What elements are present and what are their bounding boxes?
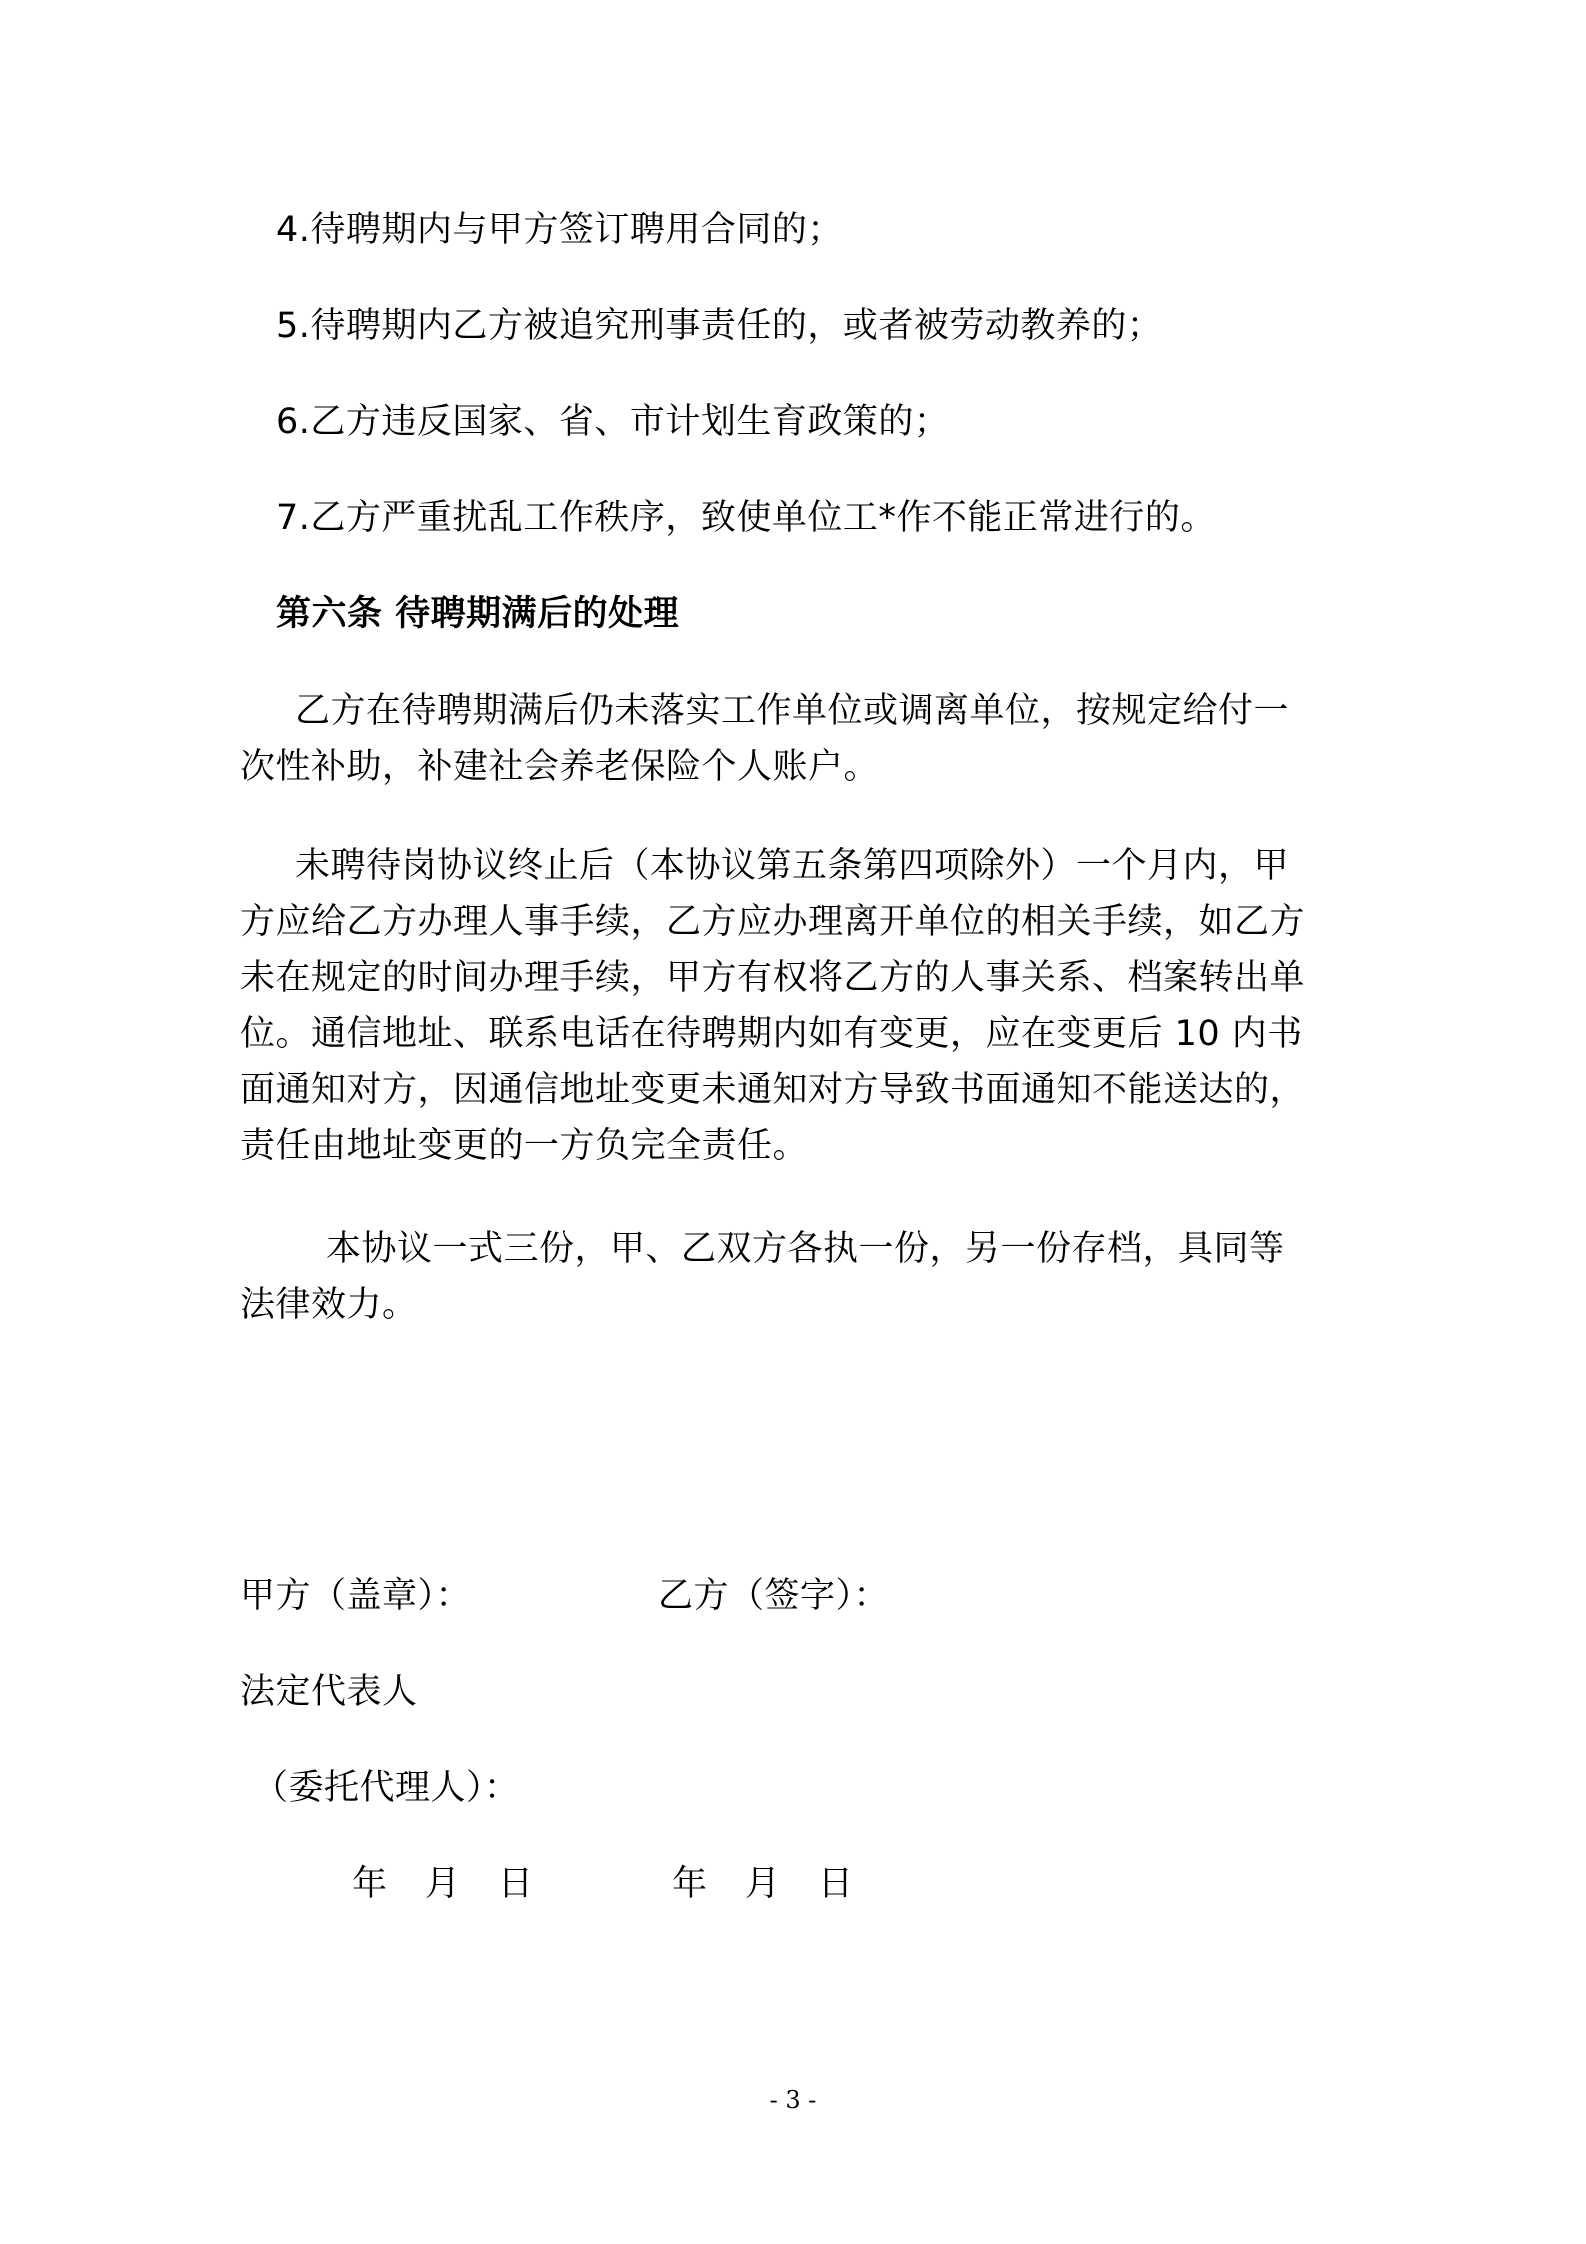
year-label: 年 bbox=[352, 1864, 388, 1904]
day-label: 日 bbox=[818, 1864, 854, 1904]
authorized-agent-label: （委托代理人）： bbox=[253, 1768, 520, 1808]
paragraph-settlement bbox=[240, 683, 1350, 795]
party-b-signature-label: 乙方（签字）： bbox=[658, 1576, 890, 1616]
clause-item-4: 4.待聘期内与甲方签订聘用合同的； bbox=[276, 210, 843, 250]
page-number: - 3 - bbox=[769, 2086, 817, 2114]
legal-representative-label: 法定代表人 bbox=[240, 1672, 418, 1712]
paragraph-line: 次性补助，补建社会养老保险个人账户。 bbox=[240, 747, 880, 787]
paragraph-line: 乙方在待聘期满后仍未落实工作单位或调离单位，按规定给付一 bbox=[295, 691, 1290, 731]
paragraph-line: 法律效力。 bbox=[240, 1285, 418, 1325]
party-a-seal-label: 甲方（盖章）： bbox=[240, 1576, 472, 1616]
party-a-date bbox=[352, 1860, 533, 1908]
day-label: 日 bbox=[498, 1864, 534, 1904]
article-6-heading: 第六条 待聘期满后的处理 bbox=[276, 594, 680, 634]
paragraph-line: 未聘待岗协议终止后（本协议第五条第四项除外）一个月内，甲 bbox=[295, 846, 1290, 886]
clause-item-6: 6.乙方违反国家、省、市计划生育政策的； bbox=[276, 402, 950, 442]
party-b-date bbox=[672, 1860, 853, 1908]
paragraph-line: 面通知对方，因通信地址变更未通知对方导致书面通知不能送达的， bbox=[240, 1070, 1306, 1110]
paragraph-line: 责任由地址变更的一方负完全责任。 bbox=[240, 1126, 809, 1166]
paragraph-line: 方应给乙方办理人事手续，乙方应办理离开单位的相关手续，如乙方 bbox=[240, 902, 1306, 942]
clause-item-5: 5.待聘期内乙方被追究刑事责任的，或者被劳动教养的； bbox=[276, 306, 1163, 346]
clause-item-7: 7.乙方严重扰乱工作秩序，致使单位工*作不能正常进行的。 bbox=[276, 498, 1216, 538]
paragraph-copies bbox=[240, 1221, 1350, 1333]
month-label: 月 bbox=[745, 1864, 781, 1904]
paragraph-line: 未在规定的时间办理手续，甲方有权将乙方的人事关系、档案转出单 bbox=[240, 958, 1306, 998]
paragraph-line: 位。通信地址、联系电话在待聘期内如有变更，应在变更后 10 内书 bbox=[240, 1014, 1303, 1054]
paragraph-line: 本协议一式三份，甲、乙双方各执一份，另一份存档，具同等 bbox=[326, 1229, 1285, 1269]
paragraph-termination bbox=[240, 838, 1350, 1174]
year-label: 年 bbox=[672, 1864, 708, 1904]
month-label: 月 bbox=[425, 1864, 461, 1904]
